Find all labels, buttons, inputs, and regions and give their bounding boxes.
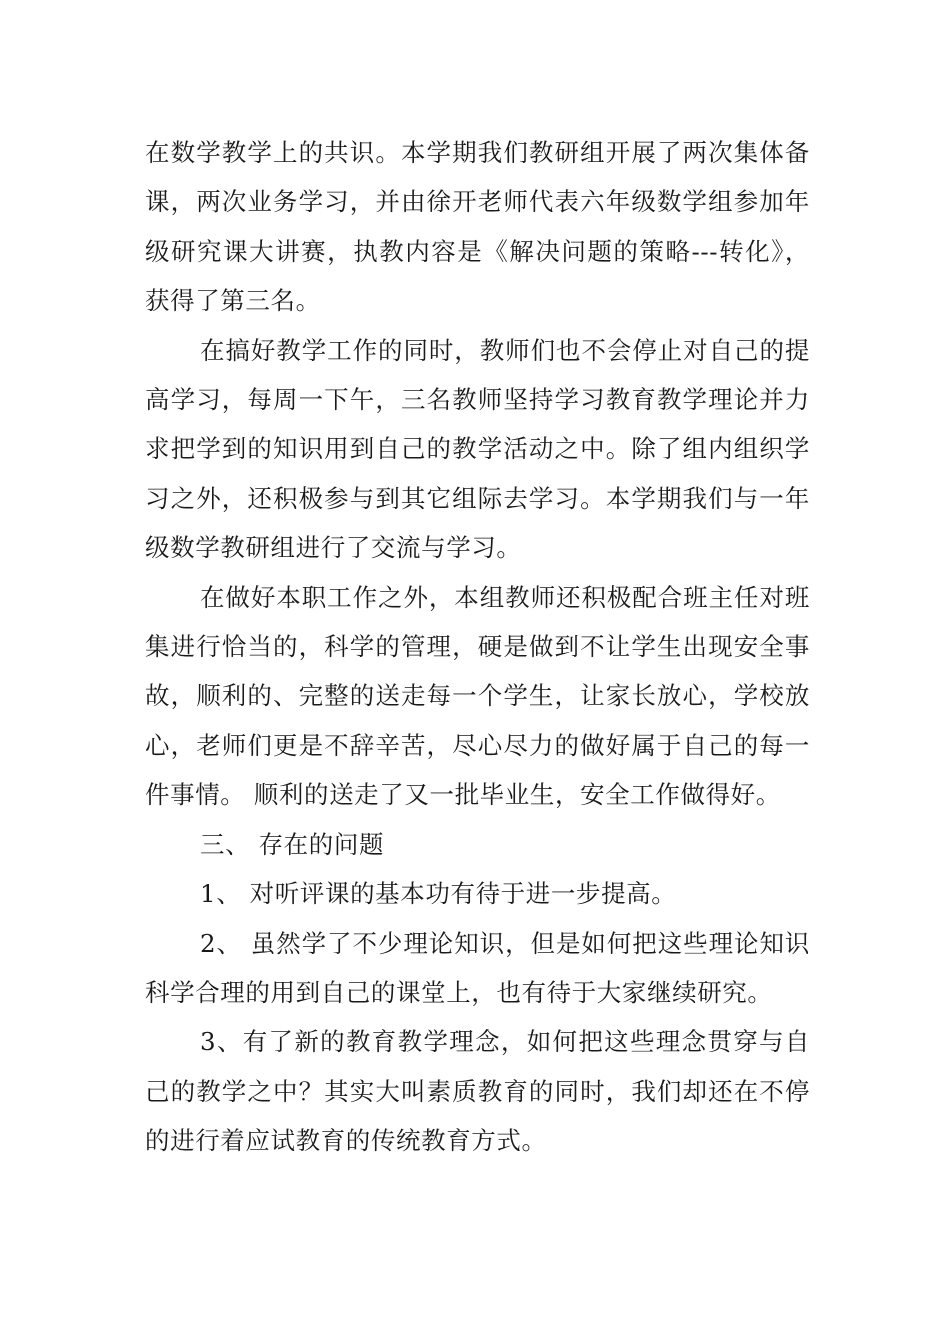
paragraph-self-study: 在搞好教学工作的同时，教师们也不会停止对自己的提高学习，每周一下午，三名教师坚持学习教育教学理论并力求把学到的知识用到自己的教学活动之中。除了组内组织学习之外，还积极参与到其它组际去学习。本学期我们与一年级数学教研组进行了交流与学习。 bbox=[145, 335, 810, 563]
problem-item-2: 2、 虽然学了不少理论知识，但是如何把这些理论知识科学合理的用到自己的课堂上，也有待于大家继续研究。 bbox=[145, 928, 810, 1007]
document-body bbox=[145, 128, 810, 1166]
paragraph-class-management: 在做好本职工作之外，本组教师还积极配合班主任对班集进行恰当的，科学的管理，硬是做到不让学生出现安全事故，顺利的、完整的送走每一个学生，让家长放心，学校放心，老师们更是不辞辛苦，尽心尽力的做好属于自己的每一件事情。 顺利的送走了又一批毕业生，安全工作做得好。 bbox=[145, 582, 810, 810]
paragraph-continuation: 在数学教学上的共识。本学期我们教研组开展了两次集体备课，两次业务学习，并由徐开老师代表六年级数学组参加年级研究课大讲赛，执教内容是《解决问题的策略---转化》，获得了第三名。 bbox=[145, 138, 810, 316]
section-heading-problems: 三、 存在的问题 bbox=[200, 829, 385, 859]
problem-item-1: 1、 对听评课的基本功有待于进一步提高。 bbox=[200, 879, 677, 909]
problem-item-3: 3、有了新的教育教学理念，如何把这些理念贯穿与自己的教学之中？其实大叫素质教育的同时，我们却还在不停的进行着应试教育的传统教育方式。 bbox=[145, 1027, 810, 1156]
